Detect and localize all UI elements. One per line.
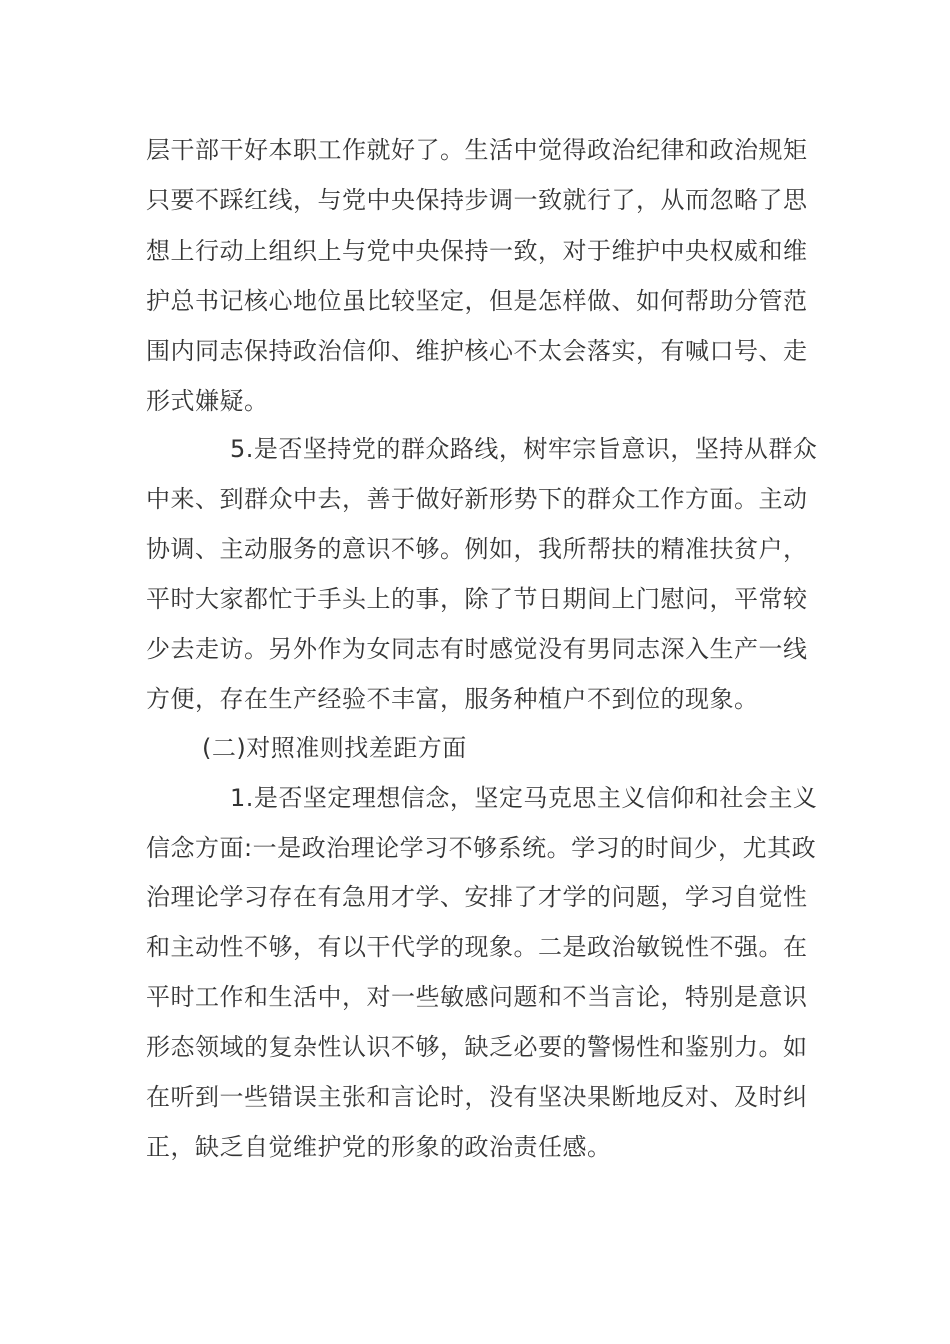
text-line: 和主动性不够，有以干代学的现象。二是政治敏锐性不强。在 xyxy=(146,933,808,961)
text-line: 想上行动上组织上与党中央保持一致，对于维护中央权威和维 xyxy=(146,237,808,265)
text-line: 治理论学习存在有急用才学、安排了才学的问题，学习自觉性 xyxy=(146,883,808,911)
text-line: 护总书记核心地位虽比较坚定，但是怎样做、如何帮助分管范 xyxy=(146,287,808,315)
text-line: 在听到一些错误主张和言论时，没有坚决果断地反对、及时纠 xyxy=(146,1083,808,1111)
text-line: 方便，存在生产经验不丰富，服务种植户不到位的现象。 xyxy=(146,685,759,713)
paragraph-start-line: 5.是否坚持党的群众路线，树牢宗旨意识，坚持从群众 xyxy=(230,435,818,463)
text-line: 形态领域的复杂性认识不够，缺乏必要的警惕性和鉴别力。如 xyxy=(146,1033,808,1061)
section-heading: (二)对照准则找差距方面 xyxy=(202,734,467,762)
text-line: 只要不踩红线，与党中央保持步调一致就行了，从而忽略了思 xyxy=(146,186,808,214)
text-line: 信念方面:一是政治理论学习不够系统。学习的时间少，尤其政 xyxy=(146,834,817,862)
text-line: 形式嫌疑。 xyxy=(146,387,269,415)
text-line: 中来、到群众中去，善于做好新形势下的群众工作方面。主动 xyxy=(146,485,808,513)
text-line: 正，缺乏自觉维护党的形象的政治责任感。 xyxy=(146,1133,612,1161)
text-line: 平时大家都忙于手头上的事，除了节日期间上门慰问，平常较 xyxy=(146,585,808,613)
paragraph-start-line: 1.是否坚定理想信念，坚定马克思主义信仰和社会主义 xyxy=(230,784,818,812)
text-line: 平时工作和生活中，对一些敏感问题和不当言论，特别是意识 xyxy=(146,983,808,1011)
text-line: 层干部干好本职工作就好了。生活中觉得政治纪律和政治规矩 xyxy=(146,136,808,164)
text-line: 少去走访。另外作为女同志有时感觉没有男同志深入生产一线 xyxy=(146,635,808,663)
text-line: 协调、主动服务的意识不够。例如，我所帮扶的精准扶贫户， xyxy=(146,535,808,563)
text-line: 围内同志保持政治信仰、维护核心不太会落实，有喊口号、走 xyxy=(146,337,808,365)
